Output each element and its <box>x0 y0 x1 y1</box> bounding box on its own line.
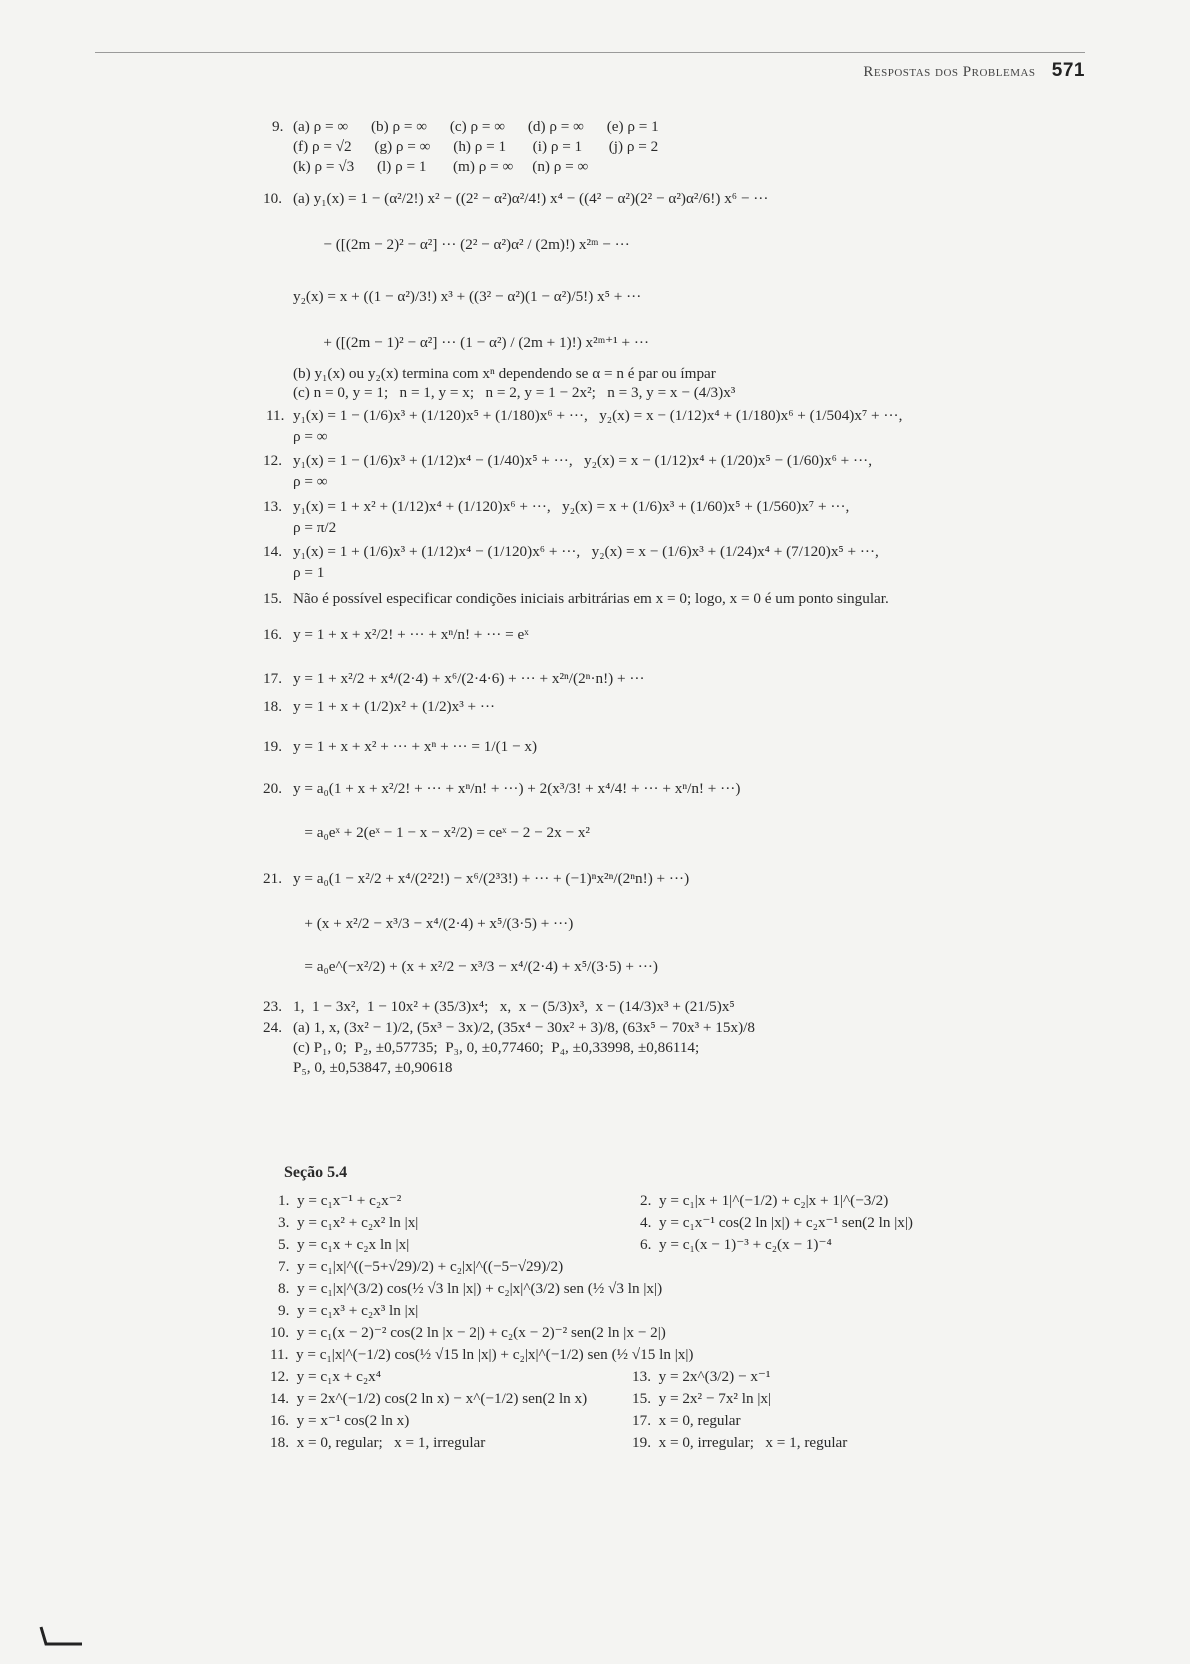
answer-line: − ([(2m − 2)² − α²] ··· (2² − α²)α² / (2m)!) x²ᵐ − ··· <box>293 236 630 253</box>
answer-line: y = 1 + x²/2 + x⁴/(2·4) + x⁶/(2·4·6) + ··· + x²ⁿ/(2ⁿ·n!) + ··· <box>293 670 645 687</box>
answer-line: P₅, 0, ±0,53847, ±0,90618 <box>293 1059 453 1076</box>
section-answer: 1. y = c₁x⁻¹ + c₂x⁻² <box>278 1192 402 1209</box>
section-answer: 3. y = c₁x² + c₂x² ln |x| <box>278 1214 419 1231</box>
answer-line: (f) ρ = √2 (g) ρ = ∞ (h) ρ = 1 (i) ρ = 1 (j) ρ = 2 <box>293 138 659 155</box>
answer-number: 21. <box>263 870 282 887</box>
answer-number: 24. <box>263 1019 282 1036</box>
answer-line: y₁(x) = 1 − (1/6)x³ + (1/120)x⁵ + (1/180)x⁶ + ···, y₂(x) = x − (1/12)x⁴ + (1/180)x⁶ + (1/504)x⁷ + ···, <box>293 407 903 424</box>
section-answer: 14. y = 2x^(−1/2) cos(2 ln x) − x^(−1/2) sen(2 ln x) <box>270 1390 588 1407</box>
answer-number: 14. <box>263 543 282 560</box>
header-rule <box>95 52 1085 53</box>
section-answer: 19. x = 0, irregular; x = 1, regular <box>632 1434 848 1451</box>
answer-line: ρ = ∞ <box>293 473 328 490</box>
answer-line: Não é possível especificar condições iniciais arbitrárias em x = 0; logo, x = 0 é um ponto singular. <box>293 590 889 607</box>
answer-line: (a) y₁(x) = 1 − (α²/2!) x² − ((2² − α²)α²/4!) x⁴ − ((4² − α²)(2² − α²)α²/6!) x⁶ − ··· <box>293 190 769 207</box>
section-answer: 18. x = 0, regular; x = 1, irregular <box>270 1434 486 1451</box>
answer-line: + (x + x²/2 − x³/3 − x⁴/(2·4) + x⁵/(3·5) + ···) <box>293 915 574 932</box>
answer-line: + ([(2m − 1)² − α²] ··· (1 − α²) / (2m + 1)!) x²ᵐ⁺¹ + ··· <box>293 334 650 351</box>
answer-number: 9. <box>272 118 284 135</box>
answer-number: 20. <box>263 780 282 797</box>
answer-number: 16. <box>263 626 282 643</box>
section-answer: 17. x = 0, regular <box>632 1412 741 1429</box>
answer-line: ρ = 1 <box>293 564 325 581</box>
answer-line: y = a₀(1 − x²/2 + x⁴/(2²2!) − x⁶/(2³3!) + ··· + (−1)ⁿx²ⁿ/(2ⁿn!) + ···) <box>293 870 690 887</box>
answer-line: ρ = ∞ <box>293 428 328 445</box>
section-answer: 6. y = c₁(x − 1)⁻³ + c₂(x − 1)⁻⁴ <box>640 1236 832 1253</box>
section-answer: 15. y = 2x² − 7x² ln |x| <box>632 1390 772 1407</box>
answer-number: 12. <box>263 452 282 469</box>
section-answer: 8. y = c₁|x|^(3/2) cos(½ √3 ln |x|) + c₂|x|^(3/2) sen (½ √3 ln |x|) <box>278 1280 663 1297</box>
answer-number: 15. <box>263 590 282 607</box>
answer-number: 18. <box>263 698 282 715</box>
answer-line: y = 1 + x + x² + ··· + xⁿ + ··· = 1/(1 − x) <box>293 738 538 755</box>
answer-line: = a₀eˣ + 2(eˣ − 1 − x − x²/2) = ceˣ − 2 − 2x − x² <box>293 824 590 841</box>
answer-line: y = a₀(1 + x + x²/2! + ··· + xⁿ/n! + ···) + 2(x³/3! + x⁴/4! + ··· + xⁿ/n! + ···) <box>293 780 741 797</box>
section-answer: 11. y = c₁|x|^(−1/2) cos(½ √15 ln |x|) + c₂|x|^(−1/2) sen (½ √15 ln |x|) <box>270 1346 694 1363</box>
section-answer: 9. y = c₁x³ + c₂x³ ln |x| <box>278 1302 419 1319</box>
page-number: 571 <box>1051 60 1085 81</box>
header-title: Respostas dos Problemas <box>863 64 1036 80</box>
answer-line: y₁(x) = 1 + (1/6)x³ + (1/12)x⁴ − (1/120)x⁶ + ···, y₂(x) = x − (1/6)x³ + (1/24)x⁴ + (7/120)x⁵ + ···, <box>293 543 879 560</box>
answer-line: y = 1 + x + x²/2! + ··· + xⁿ/n! + ··· = eˣ <box>293 626 529 643</box>
section-answer: 4. y = c₁x⁻¹ cos(2 ln |x|) + c₂x⁻¹ sen(2 ln |x|) <box>640 1214 913 1231</box>
running-header <box>863 60 1085 82</box>
answer-number: 17. <box>263 670 282 687</box>
answer-number: 11. <box>266 407 285 424</box>
answer-number: 13. <box>263 498 282 515</box>
answer-line: (a) ρ = ∞ (b) ρ = ∞ (c) ρ = ∞ (d) ρ = ∞ (e) ρ = 1 <box>293 118 659 135</box>
corner-mark-icon <box>38 1625 83 1647</box>
section-answer: 2. y = c₁|x + 1|^(−1/2) + c₂|x + 1|^(−3/2) <box>640 1192 889 1209</box>
answer-line: y₁(x) = 1 + x² + (1/12)x⁴ + (1/120)x⁶ + ···, y₂(x) = x + (1/6)x³ + (1/60)x⁵ + (1/560)x⁷ + ···, <box>293 498 850 515</box>
answer-line: (k) ρ = √3 (l) ρ = 1 (m) ρ = ∞ (n) ρ = ∞ <box>293 158 589 175</box>
answer-line: y₂(x) = x + ((1 − α²)/3!) x³ + ((3² − α²)(1 − α²)/5!) x⁵ + ··· <box>293 288 642 305</box>
answer-line: ρ = π/2 <box>293 519 337 536</box>
answer-line: y₁(x) = 1 − (1/6)x³ + (1/12)x⁴ − (1/40)x⁵ + ···, y₂(x) = x − (1/12)x⁴ + (1/20)x⁵ − (1/60)x⁶ + ···, <box>293 452 872 469</box>
answer-number: 19. <box>263 738 282 755</box>
answer-line: 1, 1 − 3x², 1 − 10x² + (35/3)x⁴; x, x − (5/3)x³, x − (14/3)x³ + (21/5)x⁵ <box>293 998 735 1015</box>
answer-number: 10. <box>263 190 282 207</box>
answer-line: = a₀e^(−x²/2) + (x + x²/2 − x³/3 − x⁴/(2·4) + x⁵/(3·5) + ···) <box>293 958 658 975</box>
answer-number: 23. <box>263 998 282 1015</box>
answer-line: (c) n = 0, y = 1; n = 1, y = x; n = 2, y = 1 − 2x²; n = 3, y = x − (4/3)x³ <box>293 384 736 401</box>
section-answer: 10. y = c₁(x − 2)⁻² cos(2 ln |x − 2|) + c₂(x − 2)⁻² sen(2 ln |x − 2|) <box>270 1324 666 1341</box>
section-answer: 12. y = c₁x + c₂x⁴ <box>270 1368 382 1385</box>
answer-line: (c) P₁, 0; P₂, ±0,57735; P₃, 0, ±0,77460; P₄, ±0,33998, ±0,86114; <box>293 1039 700 1056</box>
section-answer: 5. y = c₁x + c₂x ln |x| <box>278 1236 410 1253</box>
section-answer: 16. y = x⁻¹ cos(2 ln x) <box>270 1412 410 1429</box>
answer-line: (a) 1, x, (3x² − 1)/2, (5x³ − 3x)/2, (35x⁴ − 30x² + 3)/8, (63x⁵ − 70x³ + 15x)/8 <box>293 1019 755 1036</box>
section-answer: 7. y = c₁|x|^((−5+√29)/2) + c₂|x|^((−5−√29)/2) <box>278 1258 564 1275</box>
section-heading: Seção 5.4 <box>284 1164 348 1181</box>
answer-line: y = 1 + x + (1/2)x² + (1/2)x³ + ··· <box>293 698 496 715</box>
section-answer: 13. y = 2x^(3/2) − x⁻¹ <box>632 1368 771 1385</box>
answer-line: (b) y₁(x) ou y₂(x) termina com xⁿ dependendo se α = n é par ou ímpar <box>293 365 716 382</box>
